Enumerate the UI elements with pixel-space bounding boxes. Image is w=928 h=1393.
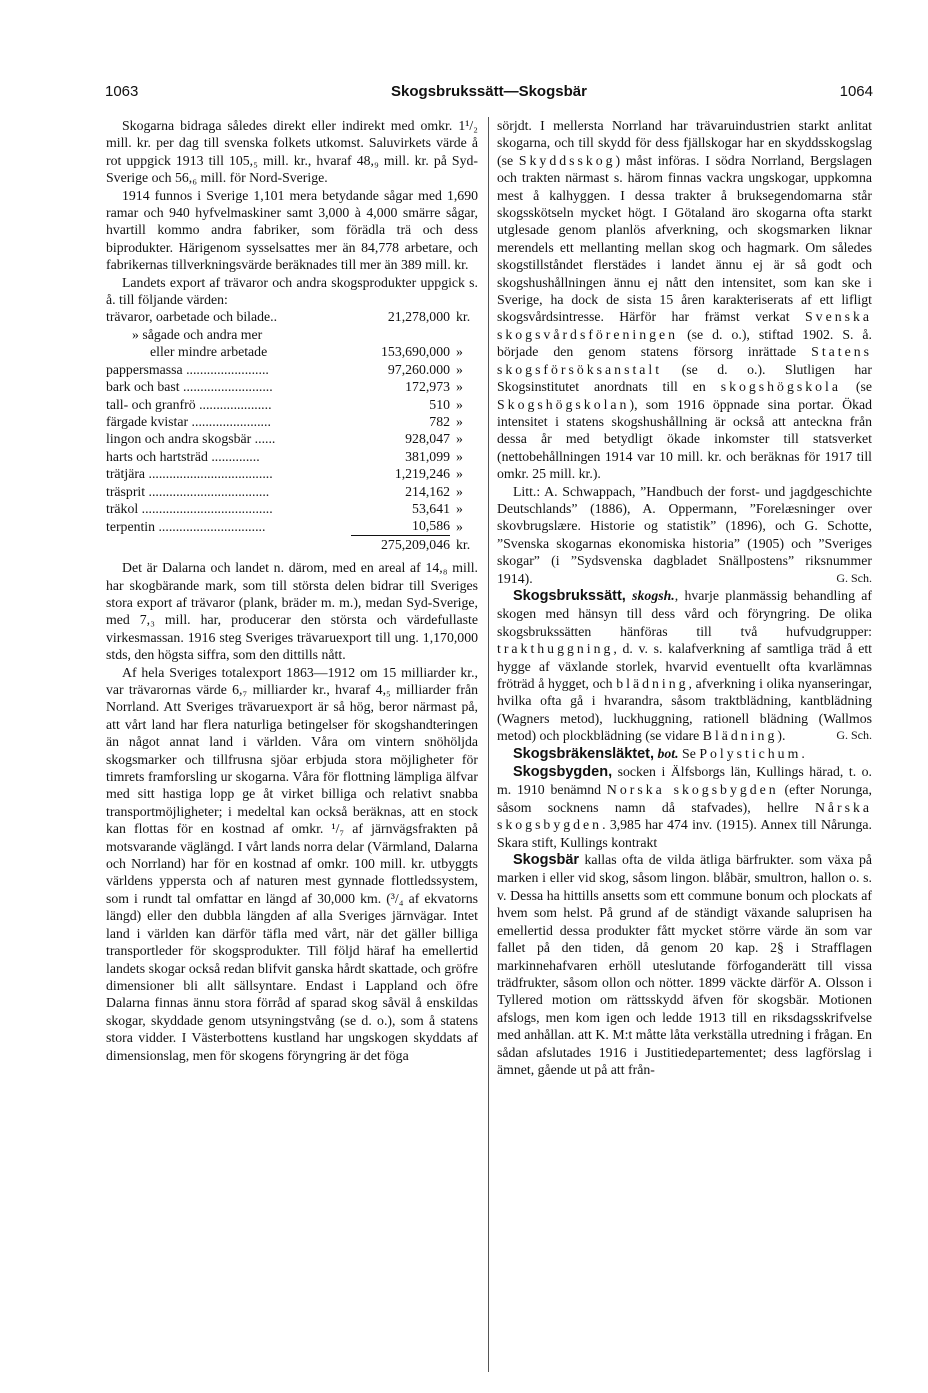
text: Se <box>682 745 696 761</box>
cross-ref: Skyddsskog <box>518 152 616 168</box>
text: . 3,985 har 474 inv. (1915). Annex till Nårunga. Skara stift, Kullings kontrakt <box>497 817 872 850</box>
text: socken i Älfsborgs län, Kullings härad, t. o. m. 1910 benämnd <box>497 764 873 798</box>
export-row <box>106 500 478 517</box>
export-row <box>106 343 478 360</box>
export-label: eller mindre arbetade <box>150 344 268 360</box>
column-rule <box>488 117 489 1372</box>
export-label: färgade kvistar ....................... <box>106 413 271 429</box>
text: (se d. o.), stiftad 1902. S. å. började den genom statens försorg inrättade <box>497 326 872 360</box>
export-unit: kr. <box>456 309 471 325</box>
paragraph: Det är Dalarna och landet n. därom, med en areal af 14,₈ mill. har skogbärande mark, som till största delen bidrar till Sveriges stora export af trävaror (plank, bräder m. m.), medan Syd-Sverige, med 7,₃ mill. har, producerar den största och värdefullaste virkesmassan. 1916 steg Sveriges trävaruexport till ung. 1,170,000 stds, den högsta siffra, som den dittills nått. <box>106 560 478 663</box>
page-number-left: 1063 <box>105 83 139 100</box>
export-value: 381,099 <box>405 448 450 464</box>
export-row <box>106 465 478 482</box>
export-table <box>106 308 478 553</box>
export-row <box>106 448 478 465</box>
total-value: 275,209,046 <box>351 535 450 553</box>
running-title: Skogsbrukssätt—Skogsbär <box>391 83 587 100</box>
total-label <box>106 535 351 553</box>
paragraph: Skogarna bidraga således direkt eller indirekt med omkr. 1¹/₂ mill. kr. per dag till svenska folkets utkomst. Saluvirkets värde å rot uppgick 1913 till 105,₅ mill. kr., hvaraf 48,₉ mill. kr. på Syd-Sverige och 56,₆ mill. för Nord-Sverige. <box>106 118 478 186</box>
paragraph: 1914 funnos i Sverige 1,101 mera betydande sågar med 1,690 ramar och 940 hyfvelmaskiner samt 3,000 à 4,000 smärre sågar, hvartill kommo andra fabriker, som förädla trä och dess biprodukter. Härigenom sysselsattes mer än 84,778 arbetare, och fabrikernas tillverkningsvärde beräknades till mer än 389 mill. kr. <box>106 187 478 273</box>
text: , afverkning i olika nyanseringar, hvilka ofta gå i hvarandra, såsom traktblädning, kantblädning (Wagners metod), luckhuggning, rationell blädning (Wallmos metod) och plockblädning (se vidare <box>497 676 872 744</box>
export-label: terpentin ............................... <box>106 518 266 534</box>
paragraph: Landets export af trävaror och andra skogsprodukter uppgick s. å. till följande värden: <box>106 274 478 308</box>
emphasis: trakthuggning <box>497 641 614 657</box>
export-value: 21,278,000 <box>387 309 450 325</box>
export-unit: » <box>456 448 463 464</box>
export-value: 928,047 <box>405 431 450 447</box>
export-unit: » <box>456 466 463 482</box>
export-value: 10,586 <box>412 518 450 534</box>
signature: G. Sch. <box>836 728 872 743</box>
cross-ref: Polystichum <box>699 745 802 761</box>
cross-ref: Blädning <box>702 728 778 744</box>
export-value: 53,641 <box>412 500 450 516</box>
text: ) måst införas. I södra Norrland, Bergslagen och trakten närmast s. härom finnas vackra ungskogar, uppkomna mest å kalhyggen. I dessa trakter å bruksegendomarna står skogsskötseln mycket högt. I Götaland äro skogarna ofta starkt utglesade genom planlös afverkning, och skogsmarken liknar merendels ett mellanting mellan skog och hagmark. Om således skogstillståndet flerstädes i landet ännu ej är så godt och skogshushållningen ännu ej nått den intensitet, som kan ske i Sverige, ha dock de sista 15 åren karakteriserats af ett lifligt skogsvårdsintresse. Härför har främst verkat <box>497 152 872 325</box>
text: , d. v. s. kalafverkning af samtliga träd å ett hygge af växlande storlek, hvarvid eventuellt ofta kvarlämnas fröträd å hygget, och <box>497 641 872 691</box>
page-header <box>105 82 873 102</box>
emphasis: Nårska skogsbygden <box>497 799 873 833</box>
export-row <box>106 517 478 535</box>
export-value: 153,690,000 <box>381 344 450 360</box>
text: ). <box>777 728 786 744</box>
export-label: lingon och andra skogsbär ...... <box>106 431 276 447</box>
export-total-row <box>106 535 478 553</box>
cross-ref: Statens skogsförsöksanstalt <box>497 344 872 377</box>
page-number-right: 1064 <box>839 83 873 100</box>
text: , hvarje planmässig behandling af skogen med hänsyn till dess vård och föryngring. De olika skogsbrukssätten hänföras till två hufvudgrupper: <box>497 587 873 639</box>
export-unit: » <box>456 379 463 395</box>
export-unit: » <box>456 500 463 516</box>
export-label: pappersmassa ........................ <box>106 361 269 377</box>
cross-ref: skogshögskola <box>720 379 841 395</box>
emphasis: Norska skogsbygden <box>606 782 779 798</box>
cross-ref: Skogshögskolan <box>497 396 630 412</box>
export-label: tall- och granfrö ..................... <box>106 396 272 412</box>
subject-tag: bot. <box>657 745 679 761</box>
export-row <box>106 308 478 325</box>
headword: Skogsbygden, <box>513 764 613 781</box>
export-row <box>106 361 478 378</box>
export-row <box>106 326 478 343</box>
text: ), som 1916 öppnade sina portar. Ökad intensitet i statens skogshushållning är också att anteckna från dessa år med betydligt ökade inkomster till statsverket (nettobehållningen 1914 var 10 mill. kr. och beräknas för 1917 till omkr. 25 mill. kr.). <box>497 396 872 482</box>
export-unit: » <box>456 431 463 447</box>
literature <box>497 483 872 587</box>
export-label: trätjära .................................... <box>106 466 273 482</box>
entry-skogsbrukssatt <box>497 587 872 745</box>
headword: Skogsbrukssätt, <box>513 587 626 604</box>
export-value: 97,260.000 <box>387 361 450 377</box>
export-unit: » <box>456 483 463 499</box>
export-label: träsprit ................................... <box>106 483 270 499</box>
export-label: trävaror, oarbetade och bilade.. <box>106 309 278 325</box>
export-value: 1,219,246 <box>394 466 450 482</box>
export-rows <box>106 308 478 535</box>
headword: Skogsbräkensläktet, <box>513 745 655 762</box>
export-label: bark och bast .......................... <box>106 379 273 395</box>
export-row <box>106 378 478 395</box>
total-unit: kr. <box>456 536 471 552</box>
export-unit: » <box>456 518 463 534</box>
headword: Skogsbär <box>513 852 580 869</box>
emphasis: blädning <box>616 676 689 691</box>
export-label: harts och hartsträd .............. <box>106 448 260 464</box>
text: kallas ofta de vilda ätliga bärfrukter. som växa på marken i eller vid skog, såsom lingon. blåbär, smultron, hallon o. s. v. Dessa ha hittills ansetts som ett commune bonum och plockats af hvem som helst. På grund af de ständigt växande saluprisen ha emellertid dessa produkter fått mycket större värde än som var fallet på den tiden, då genom 20 kap. 2§ i Strafflagen markinnehafvaren erhöll uteslutande förfoganderätt till vissa trädfrukter, såsom ollon och nötter. 1899 väckte därför A. Olsson i Tyllered motion om rättsskydd äfven för skogsbär. Motionen afslogs, men kom igen och ledde 1913 till en riksdagsskrifvelse med anhållan. att K. M:t måtte låta verkställa utredning i frågan. En sådan afslutades 1916 i Justitiedepartementet; dess lagförslag i ämnet, gående ut på att från- <box>497 852 873 1077</box>
text: (efter Norunga, såsom socknens namn då stafvades), hellre <box>497 782 872 815</box>
text: . <box>801 745 805 761</box>
cross-ref: Svenska skogsvårdsföreningen <box>497 309 872 342</box>
export-value: 172,973 <box>405 379 450 395</box>
text: (se d. o.). Slutligen har Skogsinstitutet anordnats till en <box>497 361 872 395</box>
right-column <box>497 117 872 1078</box>
export-unit: » <box>456 344 463 360</box>
paragraph <box>497 117 872 483</box>
export-value: 782 <box>429 413 450 429</box>
export-label: träkol ...................................... <box>106 500 273 516</box>
export-unit: » <box>456 413 463 429</box>
export-value <box>351 326 450 343</box>
export-row <box>106 413 478 430</box>
entry-skogsbrakenslaktet <box>497 745 872 763</box>
text: (se <box>855 379 872 395</box>
export-value: 510 <box>429 396 450 412</box>
subject-tag: skogsh. <box>632 587 675 603</box>
export-row <box>106 430 478 447</box>
entry-skogsbygden <box>497 763 872 851</box>
export-value: 214,162 <box>405 483 450 499</box>
export-unit: » <box>456 361 463 377</box>
export-row <box>106 483 478 500</box>
left-column <box>106 117 478 1064</box>
text: sörjdt. I mellersta Norrland har trävaruindustrien starkt anlitat skogarna, och till skydd för dess fjällskogar har en skyddsskogslag (se <box>497 118 872 168</box>
entry-skogsbar <box>497 851 872 1078</box>
export-unit: » <box>456 396 463 412</box>
export-row <box>106 396 478 413</box>
paragraph: Af hela Sveriges totalexport 1863—1912 om 15 milliarder kr., var trävarornas värde 6,₇ milliarder kr., hvaraf 4,₅ milliarder från Norrland. Att Sveriges trävaruexport är så hög, beror närmast på, att vårt land har flera naturliga betingelser för skogshandteringen än något annat land i världen. Våra om vintern snöhöljda skogsmarker och tillfrusna sjöar erbjuda stora möjligheter för timrets framforsling ur skogarna. Våra för flottning lämpliga älfvar med sitt hastiga lopp ge åt virket billiga och relativt snabba transportmöjligheter; i medeltal kan också beräknas, att en stock kan flottas för en kostnad af omkr. ¹/₇ af järnvägsfrakten på motsvarande väglängd. I vårt lands norra delar (Värmland, Dalarna och Norrland) har för en kostnad af omkr. 100 mill. kr. utbyggts världens yppersta och af naturen mest gynnade flottledssystem, som i rundt tal omfattar en längd af 30,000 km. (³/₄ af ekvatorns längd) eller den dubbla längden af alla Sveriges järnvägar. Intet land i världen kan därför täfla med vårt, när det gäller billiga transportleder för skogsprodukter. Till följd häraf ha emellertid landets skogar också redan blifvit ganska hårdt skattade, och gröfre dimensioner bli allt sällsyntare. Endast i Lappland och öfre Dalarna finnas ännu stora förråd af sparad skog såväl å enskildas skogar, skyddade genom utsyningstvång (se d. o.), som å statens stora vidder. I Västerbottens kustland har ungskogen skyddats af dimensionslag, men för skogens föryngring är det föga <box>106 664 478 1063</box>
signature: G. Sch. <box>836 570 872 585</box>
export-unit <box>450 326 478 343</box>
export-label: » sågade och andra mer <box>132 326 263 342</box>
text: Litt.: A. Schwappach, ”Handbuch der forst- und jagdgeschichte Deutschlands” (1886), A. Oppermann, ”Forelæsninger over skovbrugslære. Historie og statistik” (1896), och G. Schotte, ”Svenska skogarnas ekonomiska historia” (1905) och ”Sveriges skogar” (i ”Sydsvenska dagbladet Snällpostens” riksnummer 1914). <box>497 483 872 586</box>
